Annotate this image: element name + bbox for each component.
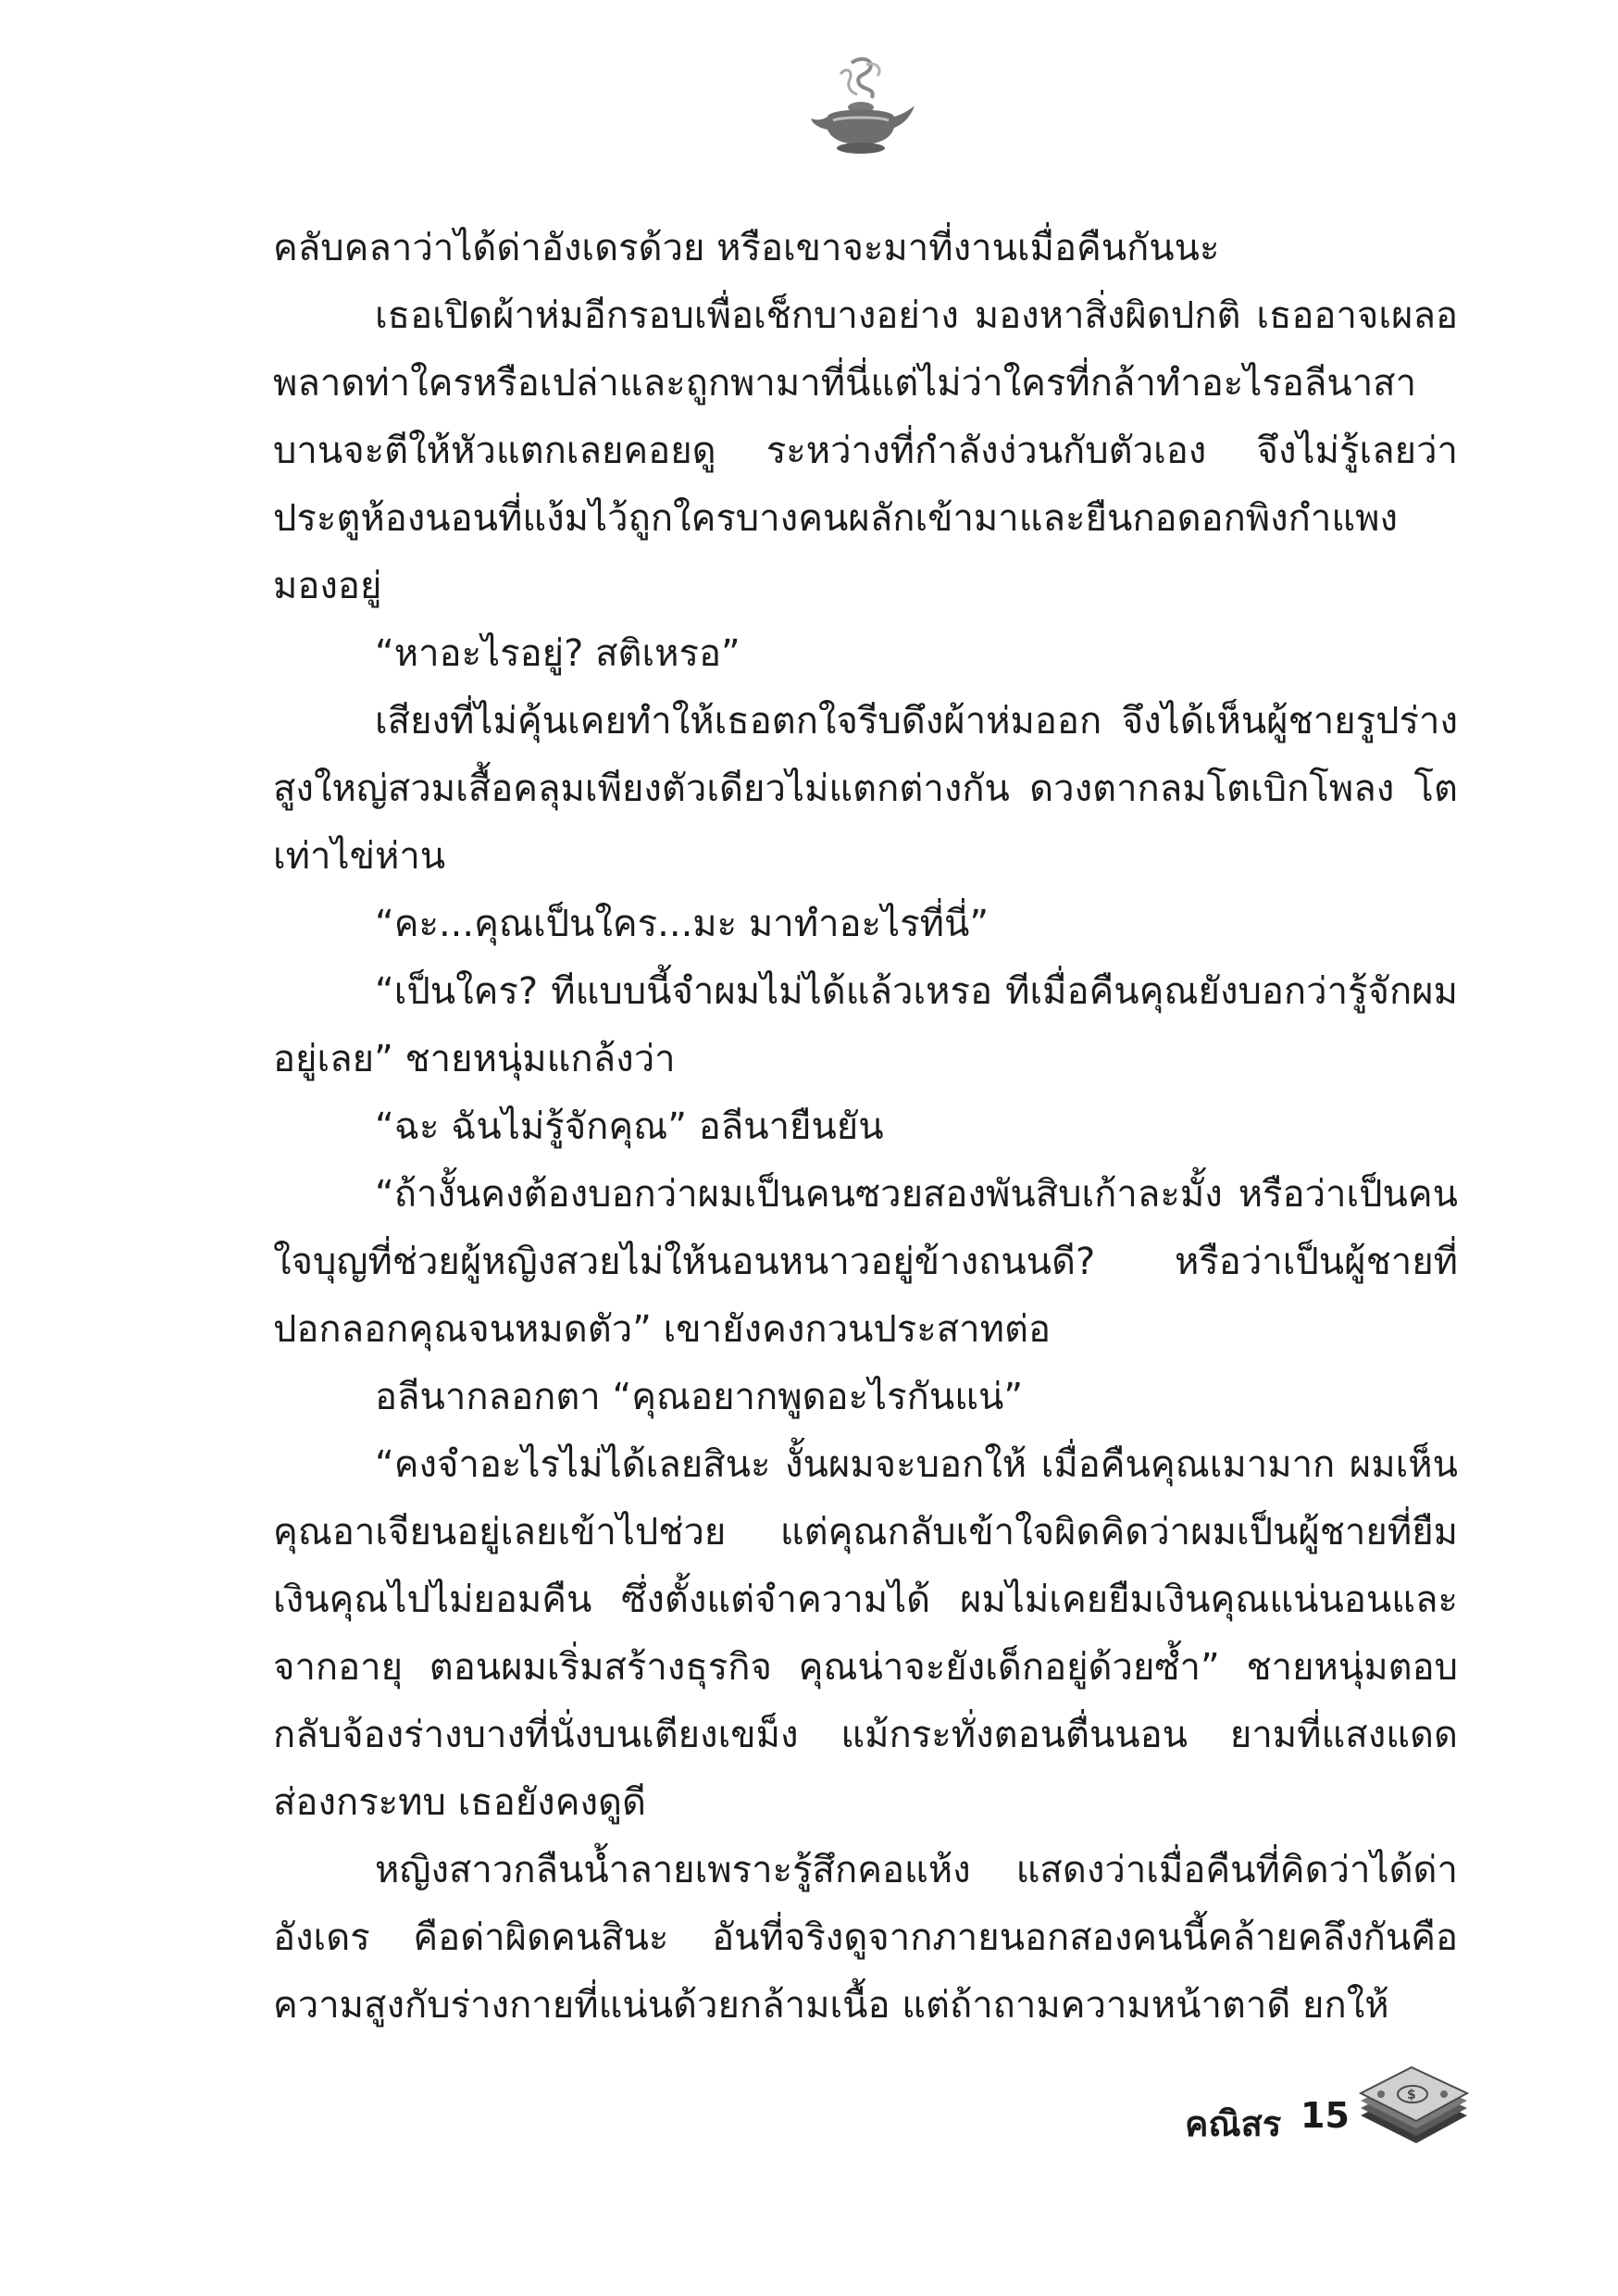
page-number: 15: [1301, 2095, 1350, 2136]
paragraph-8: “ถ้างั้นคงต้องบอกว่าผมเป็นคนซวยสองพันสิบเก้าละมั้ง หรือว่าเป็นคนใจบุญที่ช่วยผู้หญิงสวยไม่ให้นอนหนาวอยู่ข้างถนนดี? หรือว่าเป็นผู้ชายที่ปอกลอกคุณจนหมดตัว” เขายังคงกวนประสาทต่อ: [273, 1173, 1458, 1351]
paragraph-1: คลับคลาว่าได้ด่าอังเดรด้วย หรือเขาจะมาที่งานเมื่อคืนกันนะ: [273, 227, 1220, 269]
page-footer: [1185, 2060, 1462, 2162]
genie-lamp-icon: [805, 56, 916, 157]
author-name: คณิสร: [1185, 2103, 1282, 2144]
paragraph-7: “ฉะ ฉันไม่รู้จักคุณ” อลีนายืนยัน: [375, 1105, 884, 1148]
paragraph-9: อลีนากลอกตา “คุณอยากพูดอะไรกันแน่”: [375, 1376, 1024, 1418]
paragraph-2: เธอเปิดผ้าห่มอีกรอบเพื่อเช็กบางอย่าง มองหาสิ่งผิดปกติ เธออาจเผลอพลาดท่าใครหรือเปล่าและถูกพามาที่นี่แต่ไม่ว่าใครที่กล้าทำอะไรอลีนาสาบานจะตีให้หัวแตกเลยคอยดู ระหว่างที่กำลังง่วนกับตัวเอง จึงไม่รู้เลยว่าประตูห้องนอนที่แง้มไว้ถูกใครบางคนผลักเข้ามาและยืนกอดอกพิงกำแพงมองอยู่: [273, 294, 1458, 607]
money-stack-icon: [1351, 2060, 1472, 2152]
paragraph-5: “คะ...คุณเป็นใคร...มะ มาทำอะไรที่นี่”: [375, 903, 989, 945]
story-body: [273, 215, 1458, 2040]
paragraph-11: หญิงสาวกลืนน้ำลายเพราะรู้สึกคอแห้ง แสดงว่าเมื่อคืนที่คิดว่าได้ด่าอังเดร คือด่าผิดคนสินะ อันที่จริงดูจากภายนอกสองคนนี้คล้ายคลึงกันคือความสูงกับร่างกายที่แน่นด้วยกล้ามเนื้อ แต่ถ้าถามความหน้าตาดี ยกให้: [273, 1849, 1458, 2027]
paragraph-10: “คงจำอะไรไม่ได้เลยสินะ งั้นผมจะบอกให้ เมื่อคืนคุณเมามาก ผมเห็นคุณอาเจียนอยู่เลยเข้าไปช่วย แต่คุณกลับเข้าใจผิดคิดว่าผมเป็นผู้ชายที่ยืมเงินคุณไปไม่ยอมคืน ซึ่งตั้งแต่จำความได้ ผมไม่เคยยืมเงินคุณแน่นอนและจากอายุ ตอนผมเริ่มสร้างธุรกิจ คุณน่าจะยังเด็กอยู่ด้วยซ้ำ” ชายหนุ่มตอบกลับจ้องร่างบางที่นั่งบนเตียงเขม็ง แม้กระทั่งตอนตื่นนอน ยามที่แสงแดดส่องกระทบ เธอยังคงดูดี: [273, 1443, 1458, 1824]
paragraph-6: “เป็นใคร? ทีแบบนี้จำผมไม่ได้แล้วเหรอ ทีเมื่อคืนคุณยังบอกว่ารู้จักผมอยู่เลย” ชายหนุ่มแกล้งว่า: [273, 970, 1458, 1080]
paragraph-3: “หาอะไรอยู่? สติเหรอ”: [375, 632, 741, 675]
svg-text:$: $: [1407, 2088, 1416, 2103]
paragraph-4: เสียงที่ไม่คุ้นเคยทำให้เธอตกใจรีบดึงผ้าห่มออก จึงได้เห็นผู้ชายรูปร่างสูงใหญ่สวมเสื้อคลุมเพียงตัวเดียวไม่แตกต่างกัน ดวงตากลมโตเบิกโพลง โตเท่าไข่ห่าน: [273, 700, 1458, 878]
